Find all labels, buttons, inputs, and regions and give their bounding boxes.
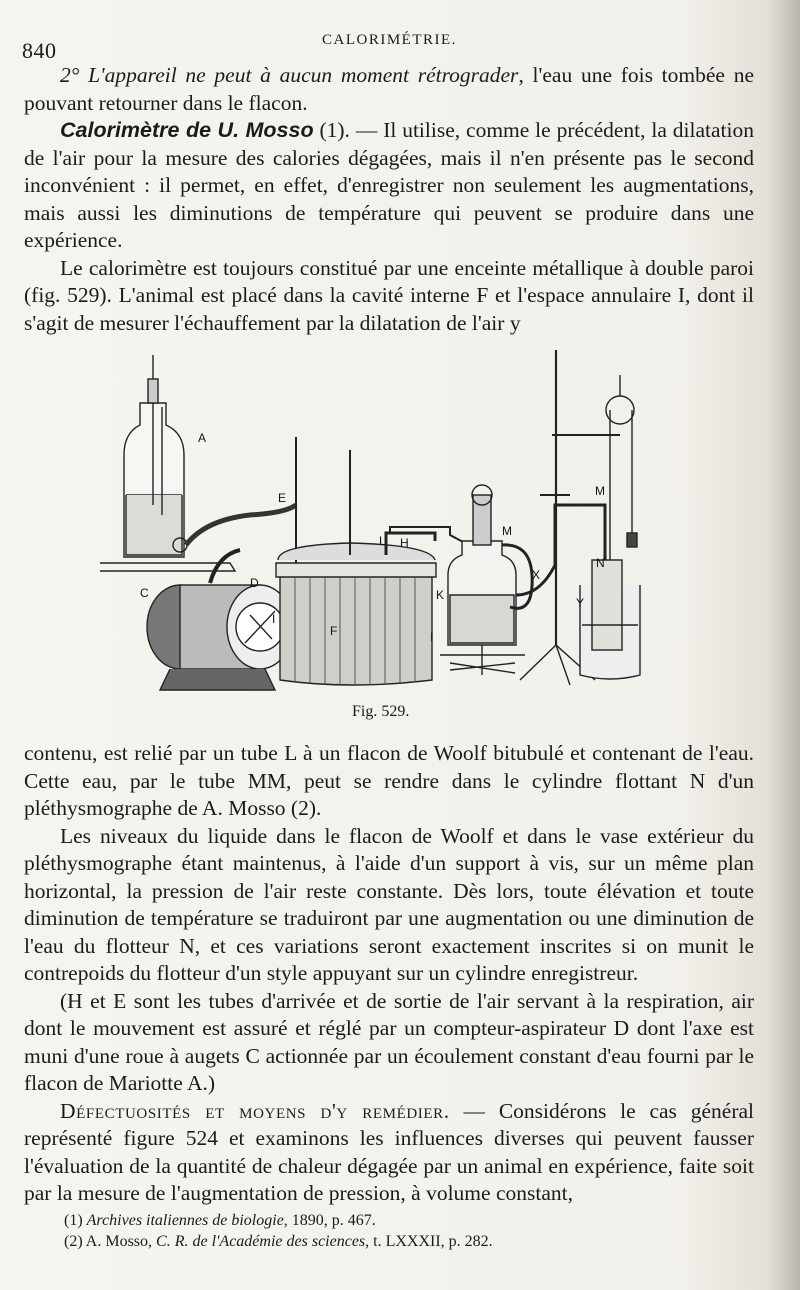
figure-label-l: L (379, 534, 386, 548)
figure-label-y: Y (576, 596, 585, 610)
figure-label-i-left: I (272, 612, 276, 626)
footnote-2 (64, 1231, 754, 1252)
figure-label-c: C (140, 586, 149, 600)
footnotes (64, 1210, 754, 1252)
figure-label-n: N (596, 556, 605, 570)
footnote-reference: , 1890, p. 467. (283, 1212, 376, 1229)
page-number: 840 (22, 38, 57, 63)
paragraph-continued: contenu, est relié par un tube L à un flacon de Woolf bitubulé et contenant de l'eau. Cette eau, par le tube MM, peut se rendre dans le cylindre flottant N d'un pléthysmographe de A. Mosso (2). (24, 741, 754, 820)
footnote-number: (1) (64, 1212, 87, 1229)
figure-label-e: E (278, 491, 287, 505)
paragraph-mosso-calorimeter (24, 117, 754, 255)
paragraph-tubes-note: (H et E sont les tubes d'arrivée et de sortie de l'air servant à la respiration, air dont le mouvement est assuré et réglé par un compteur-aspirateur D dont l'axe est muni d'une roue à augets C actionnée par un écoulement constant d'eau fourni par le flacon de Mariotte A.) (24, 988, 754, 1095)
paragraph-text: , l'eau une fois tombée ne pouvant retourner dans le flacon. (24, 63, 754, 115)
figure-label-h: H (400, 536, 409, 550)
figure-label-m-right: M (595, 484, 605, 498)
footnote-author: A. Mosso, (85, 1233, 157, 1250)
figure-label-f: F (330, 624, 338, 638)
footnote-journal: C. R. de l'Académie des sciences (156, 1233, 366, 1250)
figure-label-a: A (198, 431, 207, 445)
figure-label-i-right: I (430, 630, 434, 644)
emphasis-text: 2° L'appareil ne peut à aucun moment rétrograder (60, 63, 519, 87)
page-header (22, 28, 760, 63)
figure-caption: Fig. 529. (352, 703, 410, 720)
footnote-reference: , t. LXXXII, p. 282. (365, 1233, 493, 1250)
paragraph-text: (1). — Il utilise, comme le précédent, la dilatation de l'air pour la mesure des calories dégagées, mais il n'en présente pas le second inconvénient : il permet, en effet, d'enregistrer non seulement les augmentations, mais aussi les diminutions de température qui peuvent se produire dans une expérience. (24, 118, 754, 252)
paragraph-condition-2 (24, 62, 754, 117)
figure-label-m-left: M (502, 524, 512, 538)
text-block-bottom (24, 740, 754, 1208)
footnote-journal: Archives italiennes de biologie (86, 1212, 284, 1229)
text-block-top (24, 62, 754, 337)
paragraph-text: — Considérons le cas général représenté figure 524 et examinons les influences diverses qui peuvent fausser l'évaluation de la quantité de chaleur dégagée par un animal en expérience, faite soit par la mesure de l'augmentation de pression, à volume constant, (24, 1098, 754, 1205)
section-heading: Calorimètre de U. Mosso (60, 118, 314, 142)
running-title: CALORIMÉTRIE. (322, 32, 457, 48)
paragraph-enclosure: Le calorimètre est toujours constitué par une enceinte métallique à double paroi (fig. 529). L'animal est placé dans la cavité interne F et l'espace annulaire I, dont il s'agit de mesurer l'échauffement par la dilatation de l'air y (24, 255, 754, 335)
paragraph-defects (24, 1098, 754, 1208)
footnote-number: (2) (64, 1233, 86, 1250)
figure-apparatus-illustration (100, 345, 710, 700)
figure-label-x: X (532, 568, 541, 582)
figure-label-k: K (436, 588, 445, 602)
section-heading: Défectuosités et moyens d'y remédier. (60, 1098, 450, 1123)
figure-label-d: D (250, 576, 259, 590)
footnote-1 (64, 1210, 754, 1231)
paragraph-levels: Les niveaux du liquide dans le flacon de Woolf et dans le vase extérieur du pléthysmographe étant maintenus, à l'aide d'un support à vis, sur un même plan horizontal, la pression de l'air reste constante. Dès lors, toute élévation et toute diminution de température se traduiront par une augmentation ou une diminution de l'eau du flotteur N, et ces variations seront exactement inscrites si on munit le contrepoids du flotteur d'un style appuyant sur un cylindre enregistreur. (24, 823, 754, 985)
